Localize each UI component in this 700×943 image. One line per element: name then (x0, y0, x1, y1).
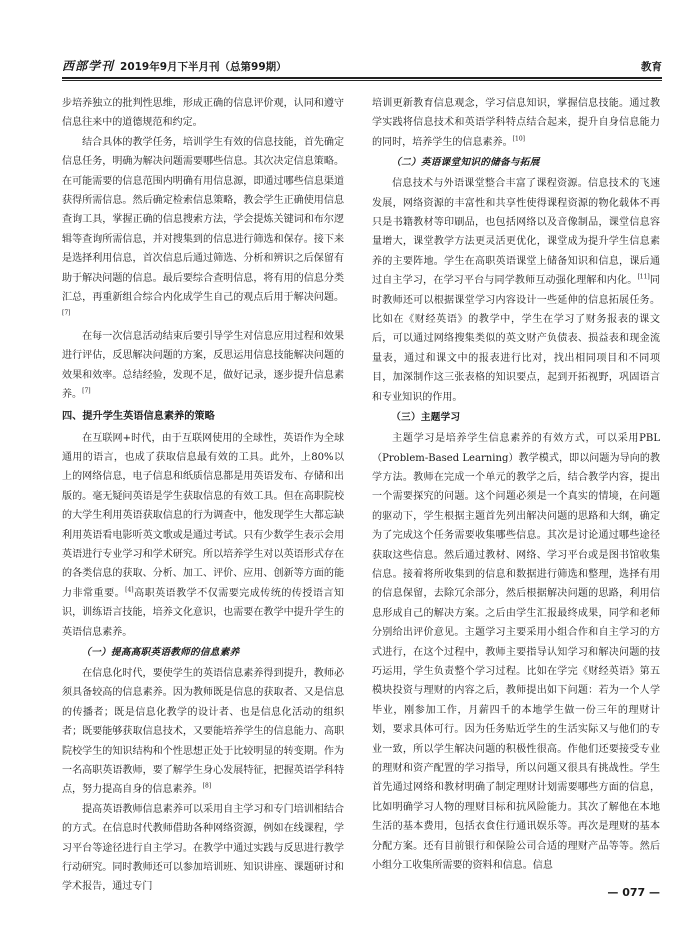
paragraph-text: 在每一次信息活动结束后要引导学生对信息应用过程和效果进行评估，反思解决问题的方案，反思运用信息技能解决问题的效果和效率。总结经验，发现不足，做好记录，逐步提升信息素养。 (62, 330, 344, 401)
citation: [11] (637, 273, 650, 281)
paragraph-text: 信息技术与外语课堂整合丰富了课程资源。信息技术的飞速发展，网络资源的丰富性和共享性使得课程资源的物化载体不再只是书籍教材等印刷品，也包括网络以及音像制品，课堂信息容量增大，课堂教学方法更灵活更优化，课堂成为提升学生信息素养的主要阵地。学生在高职英语课堂上储备知识和信息，课后通过自主学习，在学习平台与同学教师互动强化理解和内化。 (372, 178, 660, 287)
header-rule-thin (62, 80, 662, 81)
paragraph-text: 在互联网+时代，由于互联网使用的全球性，英语作为全球通用的语言，也成了获取信息最有效的工具。此外，上80%以上的网络信息，电子信息和纸质信息都是用英语发布、存储和出版的。毫无疑问英语是学生获取信息的有效工具。但在高职院校的大学生利用英语获取信息的行为调查中，他发现学生大都忘缺利用英语看电影听英文歌或是通过考试。只有少数学生表示会用英语进行专业学习和学术研究。所以培养学生对以英语形式存在的各类信息的获取、分析、加工、评价、应用、创新等方面的能力非常重要。 (62, 432, 344, 599)
citation: [7] (82, 387, 91, 395)
left-column (62, 94, 344, 897)
paragraph-text: 同时教师还可以根据课堂学习内容设计一些延伸的信息拓展任务。比如在《财经英语》的教学中，学生在学习了财务报表的课文后，可以通过网络搜集类似的英文财产负债表、损益表和现金流量表，通过和课文中的报表进行比对，找出相同项目和不同项目，加深制作这三张表格的知识要点，起到开拓视野，巩固语言和专业知识的作用。 (372, 275, 660, 403)
paragraph (62, 133, 344, 327)
citation: [10] (512, 135, 525, 143)
subsection-heading: （一）提高高职英语教师的信息素养 (81, 646, 240, 658)
paragraph-text: 结合具体的教学任务，培训学生有效的信息技能，首先确定信息任务，明确为解决问题需要哪些信息。其次决定信息策略。在可能需要的信息范围内明确有用信息源，即通过哪些信息渠道获得所需信息。然后确定检索信息策略，教会学生正确使用信息查询工具，掌握正确的信息搜索方法，学会提炼关键词和布尔逻辑等查询所需信息，并对搜集到的信息进行筛选和保存。接下来是选择利用信息，首次信息后通过筛选、分析和辨识之后保留有助于解决问题的信息。最后要综合查明信息，将有用的信息分类汇总，再重新组合综合内化成学生自己的观点后用于解决问题。 (62, 136, 344, 304)
running-header (62, 56, 662, 74)
paragraph (372, 94, 660, 152)
paragraph-text: 培训更新教育信息观念，学习信息知识，掌握信息技能。通过教学实践将信息技术和英语学科特点结合起来，提升自身信息能力的同时，培养学生的信息素养。 (372, 98, 660, 148)
issue-info: 2019年9月下半月刊（总第99期） (120, 61, 287, 73)
header-rule (62, 77, 662, 79)
citation: [7] (62, 310, 71, 318)
paragraph: 步培养独立的批判性思维，形成正确的信息评价观，认同和遵守信息往来中的道德规范和约定。 (62, 98, 344, 129)
subsection-heading: （二）英语课堂知识的储备与拓展 (391, 157, 540, 169)
paragraph (62, 664, 344, 800)
subsection-heading: （三）主题学习 (391, 412, 461, 424)
page-number: — 077 — (607, 886, 660, 899)
paragraph (62, 327, 344, 405)
paragraph: 提高英语教师信息素养可以采用自主学习和专门培训相结合的方式。在信息时代教师借助各种网络资源，例如在线课程，学习平台等途径进行自主学习。在教学中通过实践与反思进行教学行动研究。同时教师还可以参加培训班、知识讲座、课题研讨和学术报告，通过专门 (62, 803, 344, 893)
paragraph-text: 高职英语教学不仅需要完成传统的传授语言知识，训练语言技能，培养文化意识，也需要在教学中提升学生的英语信息素养。 (62, 587, 344, 638)
paragraph (372, 174, 660, 407)
section-heading: 四、提升学生英语信息素养的策略 (62, 410, 215, 422)
paragraph (62, 429, 344, 642)
right-column (372, 94, 660, 875)
section-label: 教育 (641, 61, 662, 73)
paragraph: 主题学习是培养学生信息素养的有效方式，可以采用PBL（Problem-Based Learning）教学模式，即以问题为导向的教学方法。教师在完成一个单元的教学之后，结合教学内容，提出一个需要探究的问题。这个问题必须是一个真实的情境，在问题的驱动下，学生根据主题首先列出解决问题的思路和大纲，确定为了完成这个任务需要收集哪些信息。其次是讨论通过哪些途径获取这些信息。然后通过教材、网络、学习平台或是图书馆收集信息。接着将所收集到的信息和数据进行筛选和整理，选择有用的信息保留，去除冗余部分，然后根据解决问题的思路，利用信息形成自己的解决方案。之后由学生汇报最终成果，同学和老师分别给出评价意见。主题学习主要采用小组合作和自主学习的方式进行，在这个过程中，教师主要指导认知学习和解决问题的技巧运用，学生负责整个学习过程。比如在学完《财经英语》第五模块投资与理财的内容之后，教师提出如下问题：若为一个人学毕业，刚参加工作，月薪四千的本地学生做一份三年的理财计划，要求具体可行。因为任务贴近学生的生活实际又与他们的专业一致，所以学生解决问题的积极性很高。作他们还要接受专业的理财和资产配置的学习指导，所以问题又很具有挑战性。学生首先通过网络和教材明确了制定理财计划需要哪些方面的信息，比如明确学习人物的理财目标和抗风险能力。其次了解他在本地生活的基本费用，包括衣食住行通讯娱乐等。再次是理财的基本分配方案。还有目前银行和保险公司合适的理财产品等等。然后小组分工收集所需要的资料和信息。信息 (372, 433, 660, 872)
journal-logo: 西部学刊 (62, 59, 115, 73)
header-left (62, 57, 287, 74)
paragraph-text: 在信息化时代，要使学生的英语信息素养得到提升，教师必须具备较高的信息素养。因为教师既是信息的获取者、又是信息的传播者；既是信息化教学的设计者、也是信息化活动的组织者；既要能够获取信息技术，又要能培养学生的信息能力、高职院校学生的知识结构和个性思想正处于比较明显的转变期。作为一名高职英语教师，要了解学生身心发展特征，把握英语学科特点，努力提高自身的信息素养。 (62, 667, 344, 796)
citation: [8] (202, 783, 212, 791)
citation: [4] (125, 586, 134, 594)
